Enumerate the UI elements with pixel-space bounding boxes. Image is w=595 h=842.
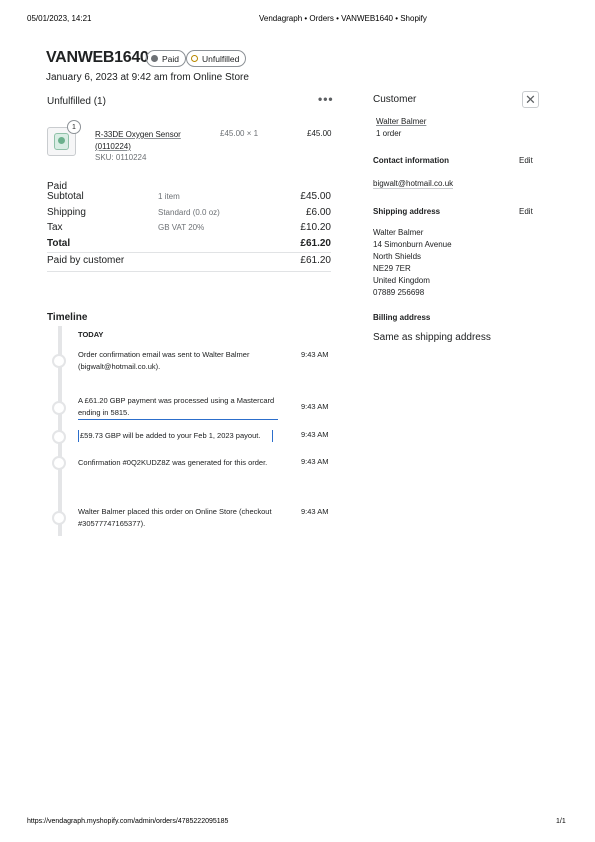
timeline-event-time: 9:43 AM (301, 457, 329, 466)
print-url: https://vendagraph.myshopify.com/admin/orders/4785222095185 (27, 818, 229, 825)
shipping-address-line: NE29 7ER (373, 264, 411, 273)
subtotal-row (47, 191, 331, 206)
timeline-event: £59.73 GBP will be added to your Feb 1, 2023 payout. (78, 430, 273, 442)
tax-amount: £10.20 (300, 222, 331, 233)
quantity-badge: 1 (67, 120, 81, 134)
tax-detail: GB VAT 20% (158, 223, 205, 232)
shipping-address-line: Walter Balmer (373, 228, 424, 237)
more-actions-icon[interactable]: ••• (318, 92, 334, 106)
timeline-event-time: 9:43 AM (301, 402, 329, 411)
timeline-node-icon (52, 401, 66, 415)
product-line-total: £45.00 (307, 129, 332, 138)
subtotal-amount: £45.00 (300, 191, 331, 202)
customer-email-link[interactable]: bigwalt@hotmail.co.uk (373, 179, 454, 188)
paid-by-label: Paid by customer (47, 255, 125, 266)
shipping-address-line: 14 Simonburn Avenue (373, 240, 452, 249)
customer-order-count: 1 order (376, 129, 402, 138)
timeline-node-icon (52, 511, 66, 525)
shipping-row (47, 207, 331, 222)
timeline-title: Timeline (47, 312, 88, 323)
timeline-event: Order confirmation email was sent to Walter Balmer (bigwalt@hotmail.co.uk). (78, 350, 250, 371)
shipping-address-line: North Shields (373, 252, 422, 261)
timeline-event: Walter Balmer placed this order on Online Store (checkout #30577747165377). (78, 507, 272, 528)
timeline-date-heading: TODAY (78, 330, 104, 339)
product-sku: SKU: 0110224 (95, 153, 147, 162)
customer-name-link[interactable]: Walter Balmer (376, 117, 427, 126)
shipping-address-line: United Kingdom (373, 276, 430, 285)
shipping-detail: Standard (0.0 oz) (158, 208, 220, 217)
customer-title: Customer (373, 94, 417, 105)
product-name-link[interactable]: R-33DE Oxygen Sensor (0110224) (95, 130, 181, 151)
total-amount: £61.20 (300, 238, 331, 249)
billing-address-heading: Billing address (373, 313, 431, 322)
timeline-event: Confirmation #0Q2KUDZ8Z was generated for this order. (78, 458, 268, 467)
fulfillment-status-label: Unfulfilled (202, 53, 240, 64)
paid-title: Paid (47, 181, 68, 192)
product-image-detail (58, 137, 65, 144)
timeline-node-icon (52, 354, 66, 368)
timeline-event-time: 9:43 AM (301, 350, 329, 359)
product-price-quantity: £45.00 × 1 (220, 129, 259, 138)
print-page-title: Vendagraph • Orders • VANWEB1640 • Shopify (259, 14, 427, 23)
print-date: 05/01/2023, 14:21 (27, 14, 92, 23)
tax-row (47, 222, 331, 237)
paid-by-amount: £61.20 (300, 255, 331, 266)
order-number: VANWEB1640 (46, 49, 149, 66)
close-icon[interactable]: ✕ (522, 91, 539, 108)
paid-dot-icon (151, 55, 158, 62)
unfulfilled-title: Unfulfilled (1) (47, 96, 106, 107)
order-placed-info: January 6, 2023 at 9:42 am from Online Store (46, 72, 249, 83)
contact-info-heading: Contact information (373, 156, 449, 165)
fulfillment-status-badge (186, 50, 246, 67)
unfulfilled-ring-icon (191, 55, 198, 62)
billing-address-value: Same as shipping address (373, 332, 491, 343)
shipping-amount: £6.00 (305, 207, 331, 218)
shipping-phone: 07889 256698 (373, 288, 425, 297)
paid-by-customer-row (47, 255, 331, 270)
total-label: Total (47, 238, 71, 249)
payment-status-label: Paid (162, 53, 180, 64)
payment-status-badge (146, 50, 186, 67)
divider (47, 271, 331, 272)
shipping-label: Shipping (47, 207, 86, 218)
edit-contact-button[interactable]: Edit (519, 156, 533, 165)
divider (47, 252, 331, 253)
edit-shipping-button[interactable]: Edit (519, 207, 533, 216)
timeline-event-time: 9:43 AM (301, 430, 329, 439)
tax-label: Tax (47, 222, 63, 233)
timeline-event: A £61.20 GBP payment was processed using a Mastercard ending in 5815. (78, 395, 278, 420)
timeline-node-icon (52, 456, 66, 470)
subtotal-detail: 1 item (158, 192, 180, 201)
timeline-event-time: 9:43 AM (301, 507, 329, 516)
timeline-node-icon (52, 430, 66, 444)
subtotal-label: Subtotal (47, 191, 84, 202)
total-row (47, 238, 331, 253)
print-page-number: 1/1 (556, 818, 566, 825)
shipping-address-heading: Shipping address (373, 207, 441, 216)
